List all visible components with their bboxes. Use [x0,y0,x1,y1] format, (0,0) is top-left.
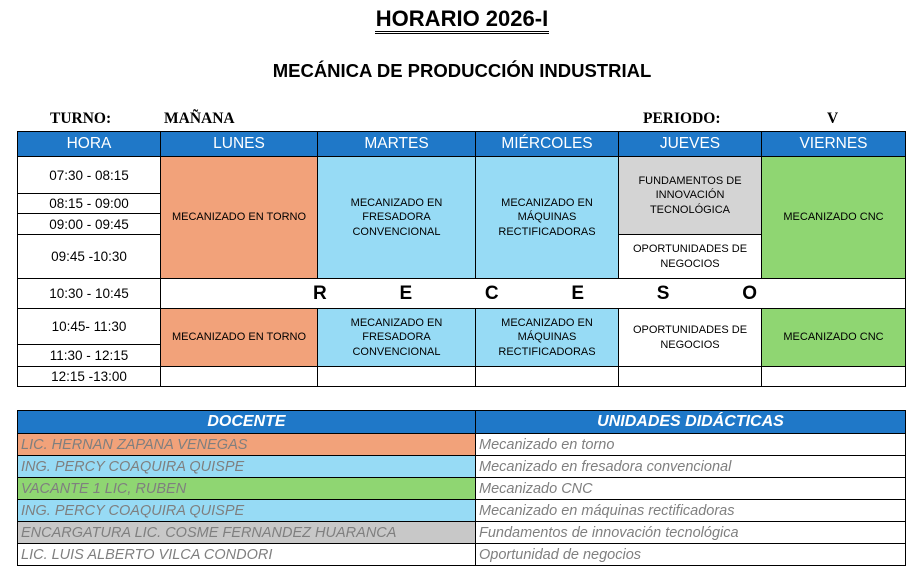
recess-banner [161,279,906,309]
periodo-value: V [827,110,839,127]
empty-cell [762,367,906,387]
course-cell-cnc: MECANIZADO CNC [762,309,906,367]
page-title: HORARIO 2026-I [0,6,924,32]
header-unidades: UNIDADES DIDÁCTICAS [476,411,906,434]
course-cell-torno: MECANIZADO EN TORNO [161,309,318,367]
course-cell-rectificadoras: MECANIZADO EN MÁQUINAS RECTIFICADORAS [476,157,619,279]
recess-row [18,279,906,309]
legend-row [18,456,906,478]
legend-row [18,544,906,566]
header-hora: HORA [18,132,161,157]
legend-row [18,434,906,456]
empty-cell [476,367,619,387]
course-cell-innovacion: FUNDAMENTOS DE INNOVACIÓN TECNOLÓGICA [619,157,762,235]
docente-name: ING. PERCY COAQUIRA QUISPE [18,500,476,522]
turno-label: TURNO: [50,110,112,127]
docente-name: ENCARGATURA LIC. COSME FERNANDEZ HUARANCA [18,522,476,544]
time-slot: 08:15 - 09:00 [18,194,161,214]
legend-row [18,478,906,500]
unidad-didactica: Fundamentos de innovación tecnológica [476,522,906,544]
empty-cell [619,367,762,387]
unidad-didactica: Oportunidad de negocios [476,544,906,566]
legend-row [18,500,906,522]
time-slot: 07:30 - 08:15 [18,157,161,194]
unidad-didactica: Mecanizado en torno [476,434,906,456]
turno-value: MAÑANA [164,110,235,127]
time-slot: 10:30 - 10:45 [18,279,161,309]
course-cell-fresadora: MECANIZADO EN FRESADORA CONVENCIONAL [318,157,476,279]
unidad-didactica: Mecanizado en fresadora convencional [476,456,906,478]
header-miercoles: MIÉRCOLES [476,132,619,157]
legend-header-row [18,411,906,434]
schedule-row [18,157,906,194]
course-cell-oportunidades: OPORTUNIDADES DE NEGOCIOS [619,235,762,279]
header-docente: DOCENTE [18,411,476,434]
docente-name: LIC. LUIS ALBERTO VILCA CONDORI [18,544,476,566]
time-slot: 09:00 - 09:45 [18,214,161,235]
course-cell-fresadora: MECANIZADO EN FRESADORA CONVENCIONAL [318,309,476,367]
course-cell-oportunidades: OPORTUNIDADES DE NEGOCIOS [619,309,762,367]
docente-name: ING. PERCY COAQUIRA QUISPE [18,456,476,478]
recess-letter: C [484,282,499,304]
teacher-legend-table [17,410,906,566]
empty-cell [318,367,476,387]
course-cell-cnc: MECANIZADO CNC [762,157,906,279]
schedule-row [18,367,906,387]
recess-letter: E [399,282,413,304]
periodo-label: PERIODO: [643,110,721,127]
recess-letter: S [656,282,670,304]
header-martes: MARTES [318,132,476,157]
time-slot: 09:45 -10:30 [18,235,161,279]
legend-row [18,522,906,544]
docente-name: VACANTE 1 LIC, RUBEN [18,478,476,500]
time-slot: 12:15 -13:00 [18,367,161,387]
docente-name: LIC. HERNAN ZAPANA VENEGAS [18,434,476,456]
recess-letter: O [742,282,757,304]
time-slot: 10:45- 11:30 [18,309,161,345]
recess-letter: R [313,282,327,304]
header-viernes: VIERNES [762,132,906,157]
schedule-row [18,309,906,345]
recess-letter: E [571,282,585,304]
program-subtitle: MECÁNICA DE PRODUCCIÓN INDUSTRIAL [272,60,652,81]
schedule-table [17,131,906,387]
unidad-didactica: Mecanizado en máquinas rectificadoras [476,500,906,522]
time-slot: 11:30 - 12:15 [18,345,161,367]
header-jueves: JUEVES [619,132,762,157]
unidad-didactica: Mecanizado CNC [476,478,906,500]
course-cell-rectificadoras: MECANIZADO EN MÁQUINAS RECTIFICADORAS [476,309,619,367]
schedule-header-row [18,132,906,157]
header-lunes: LUNES [161,132,318,157]
course-cell-torno: MECANIZADO EN TORNO [161,157,318,279]
empty-cell [161,367,318,387]
